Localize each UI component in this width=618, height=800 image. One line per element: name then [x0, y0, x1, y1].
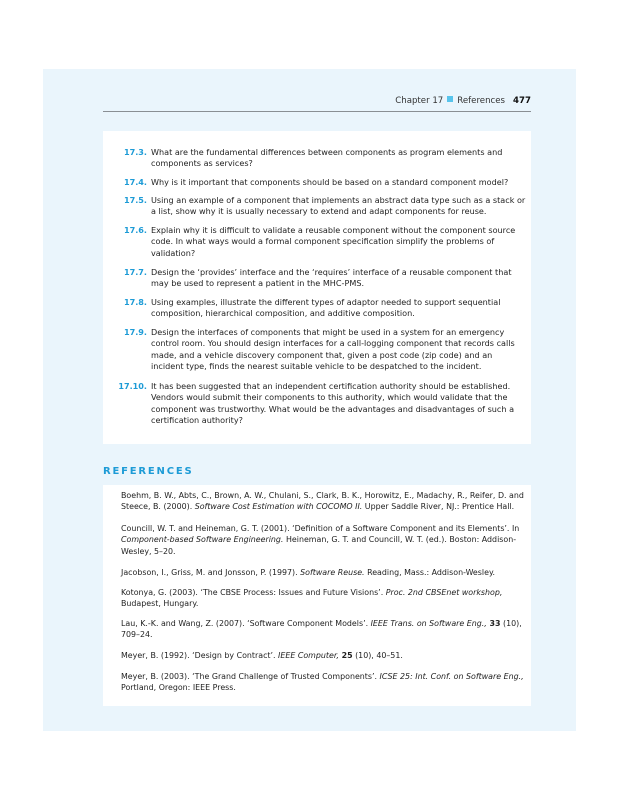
reference-entry: Meyer, B. (1992). ‘Design by Contract’. IEEE Computer, 25 (10), 40–51.	[121, 651, 403, 660]
reference-entry: Lau, K.-K. and Wang, Z. (2007). ‘Software Component Models’. IEEE Trans. on Software Eng., 33 (10), 709–24.	[121, 619, 522, 640]
exercises-box	[103, 131, 531, 444]
reference-entry: Meyer, B. (2003). ‘The Grand Challenge of Trusted Components’. ICSE 25: Int. Conf. on Software Eng., Portland, Oregon: IEEE Press.	[121, 672, 524, 693]
exercise-number: 17.3.	[123, 147, 147, 157]
chapter-label: Chapter 17	[395, 96, 444, 106]
exercise-number: 17.9.	[123, 327, 147, 337]
exercise-text: What are the fundamental differences between components as program elements and components as services?	[151, 147, 503, 169]
reference-entry: Boehm, B. W., Abts, C., Brown, A. W., Chulani, S., Clark, B. K., Horowitz, E., Madachy, R., Reifer, D. and Steece, B. (2000). Software Cost Estimation with COCOMO II. Upper Saddle River, NJ.: Prentice Hall.	[121, 491, 524, 512]
running-header	[103, 96, 531, 112]
exercise-number: 17.4.	[123, 177, 147, 187]
exercise-text: Using examples, illustrate the different types of adaptor needed to support sequential composition, hierarchical composition, and additive composition.	[151, 297, 501, 319]
reference-entry: Jacobson, I., Griss, M. and Jonsson, P. (1997). Software Reuse. Reading, Mass.: Addison-Wesley.	[121, 568, 495, 577]
exercise-text: Why is it important that components should be based on a standard component model?	[151, 177, 509, 187]
exercise-number: 17.8.	[123, 297, 147, 307]
exercise-text: Using an example of a component that implements an abstract data type such as a stack or a list, show why it is usually necessary to extend and adapt components for reuse.	[151, 195, 526, 217]
square-bullet-icon	[447, 96, 453, 102]
exercise-text: Design the interfaces of components that might be used in a system for an emergency control room. You should design interfaces for a call-logging component that records calls made, and a vehicle discovery component that, given a post code (zip code) and an incident type, finds the nearest suitable vehicle to be despatched to the incident.	[151, 327, 515, 372]
exercise-number: 17.5.	[123, 195, 147, 205]
page-number: 477	[513, 96, 531, 106]
exercise-number: 17.7.	[123, 267, 147, 277]
exercise-number: 17.10.	[118, 381, 147, 391]
section-label: References	[457, 96, 506, 106]
exercise-number: 17.6.	[123, 225, 147, 235]
reference-entry: Councill, W. T. and Heineman, G. T. (2001). ‘Definition of a Software Component and its Elements’. In Component-based Software Engineering. Heineman, G. T. and Councill, W. T. (ed.). Boston: Addison-Wesley, 5–20.	[121, 524, 520, 556]
references-box	[103, 485, 531, 706]
references-heading: REFERENCES	[103, 466, 194, 477]
exercise-text: Explain why it is difficult to validate a reusable component without the component source code. In what ways would a formal component specification simplify the problems of validation?	[151, 225, 516, 258]
exercise-text: It has been suggested that an independent certification authority should be established. Vendors would submit their components to this authority, which would validate that the component was trustworthy. What would be the advantages and disadvantages of such a certification authority?	[151, 381, 515, 426]
exercise-text: Design the ‘provides’ interface and the ‘requires’ interface of a reusable component that may be used to represent a patient in the MHC-PMS.	[151, 267, 512, 289]
reference-entry: Kotonya, G. (2003). ‘The CBSE Process: Issues and Future Visions’. Proc. 2nd CBSEnet workshop, Budapest, Hungary.	[121, 588, 503, 609]
